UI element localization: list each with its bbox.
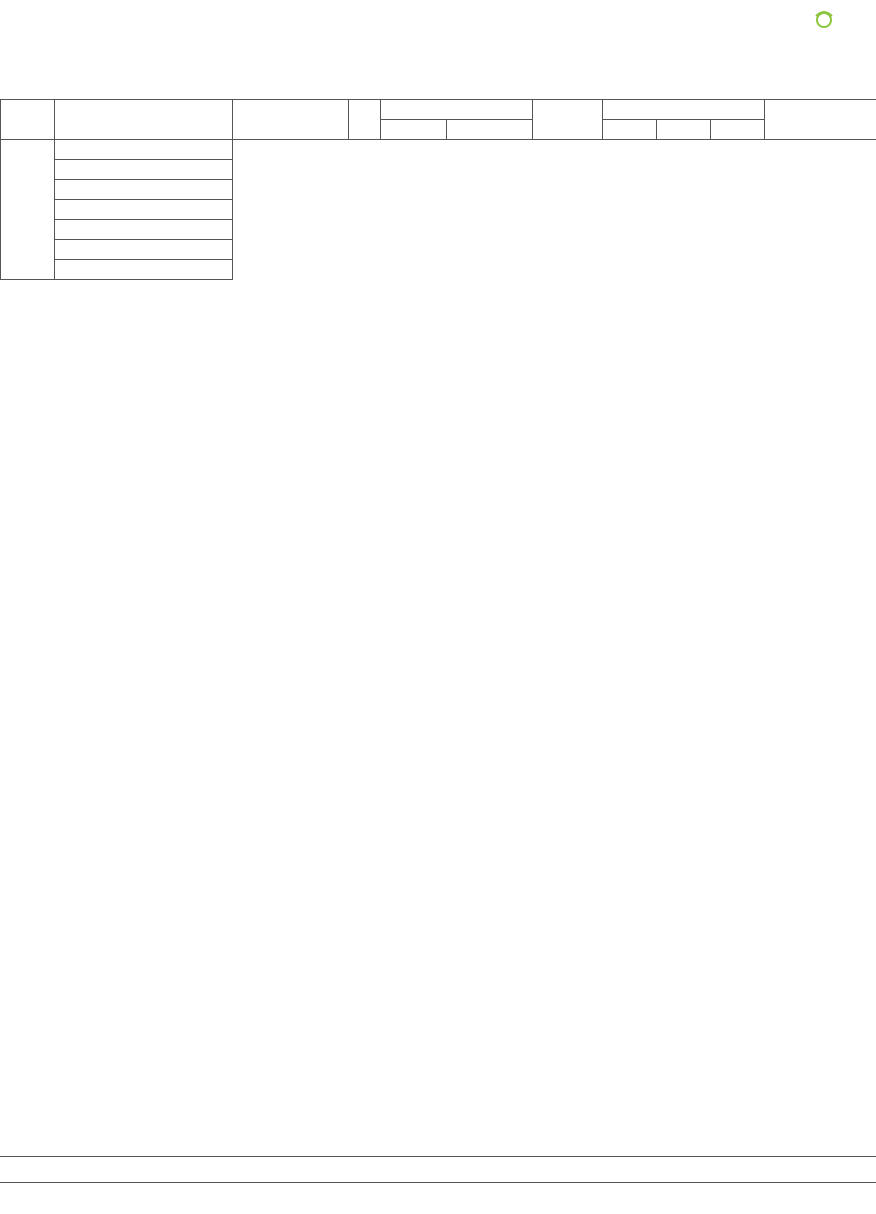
col-menu — [55, 100, 233, 140]
day-cell — [1, 140, 55, 280]
col-dessert — [765, 100, 876, 140]
col-food — [233, 100, 349, 140]
dish-item — [55, 160, 233, 180]
col-raw — [381, 120, 447, 140]
col-energy — [533, 100, 603, 140]
dish-item — [55, 180, 233, 200]
page-header — [0, 0, 876, 74]
table-row — [1, 200, 876, 220]
col-ratio — [603, 100, 765, 120]
col-unit — [349, 100, 381, 140]
col-glucid — [711, 120, 765, 140]
dish-item — [55, 220, 233, 240]
col-protein — [603, 120, 657, 140]
col-cooked — [447, 120, 533, 140]
col-quantity — [381, 100, 533, 120]
menu-table — [0, 99, 876, 280]
table-row — [1, 240, 876, 260]
col-day — [1, 100, 55, 140]
col-lipit — [657, 120, 711, 140]
table-row — [1, 180, 876, 200]
table-row — [1, 260, 876, 280]
table-row — [1, 140, 876, 160]
dish-item — [55, 200, 233, 220]
divider — [0, 1156, 876, 1157]
hanoi-catering-logo — [764, 6, 872, 68]
table-row — [1, 220, 876, 240]
dish-item — [55, 140, 233, 160]
menu-body — [1, 140, 876, 280]
dish-item — [55, 260, 233, 280]
divider — [0, 1182, 876, 1183]
dish-item — [55, 240, 233, 260]
